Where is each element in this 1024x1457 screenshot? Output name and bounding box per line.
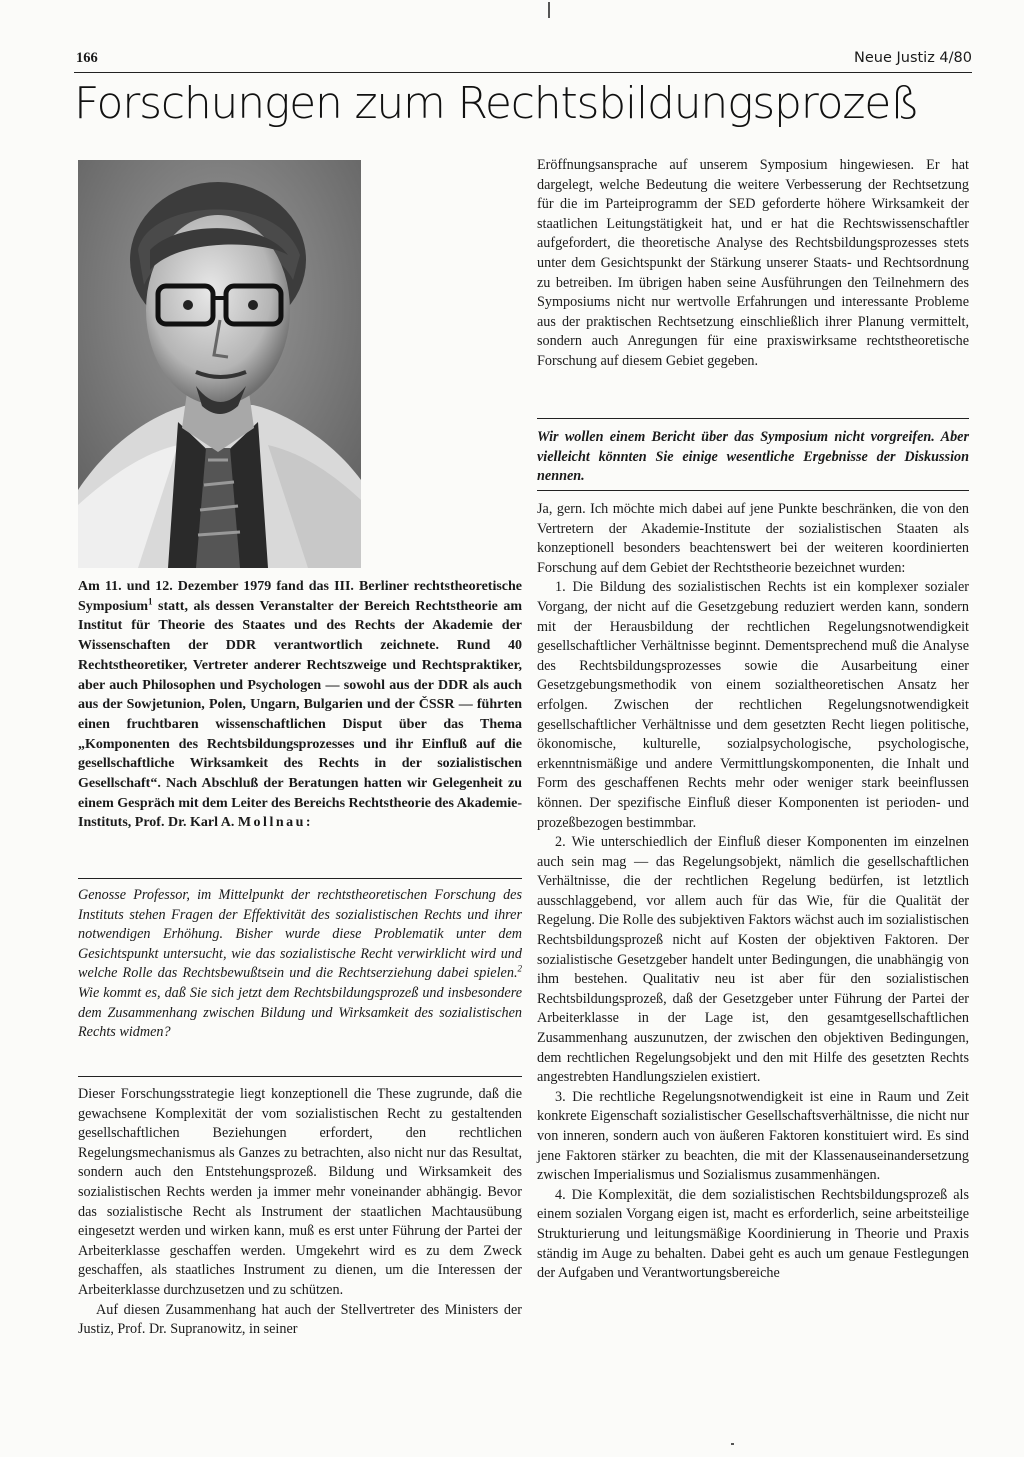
intro-paragraph xyxy=(78,577,522,833)
question-2-rule-bottom xyxy=(537,490,969,491)
answer-2-point-4: 4. Die Komplexität, die dem sozialistischen Rechtsbildungsprozeß als einem sozialen Vorgang eigen ist, macht es erforderlich, seine arbeitsteilige Strukturierung und leitungsmäßige Koordinierung in Theorie und Praxis ständig im Auge zu behalten. Dabei geht es auch um genaue Festlegungen der Aufgaben und Verantwortungsbereiche xyxy=(537,1186,969,1282)
scan-mark xyxy=(548,2,550,18)
question-2-text: Wir wollen einem Bericht über das Symposium nicht vorgreifen. Aber vielleicht könnten Sie einige wesentliche Ergebnisse der Diskussion nennen. xyxy=(537,429,969,485)
article-title: Forschungen zum Rechtsbildungsprozeß xyxy=(74,78,919,129)
continuation-paragraph: Eröffnungsansprache auf unserem Symposium hingewiesen. Er hat dargelegt, welche Bedeutung die weitere Verbesserung der Rechtsetzung für die im Parteiprogramm der SED geforderte höhere Wirksamkeit der staatlichen Leitungstätigkeit hat, und er hat die Rechtswissenschaftler aufgefordert, die theoretische Analyse des Rechtsbildungsprozesses stets unter dem Gesichtspunkt der Stärkung unserer Staats- und Rechtsordnung zu betreiben. Im übrigen haben seine Ausführungen den Teilnehmern des Symposiums nicht nur wertvolle Erfahrungen und interessante Probleme aus der praktischen Rechtsetzung einschließlich ihrer Planung vermittelt, sondern auch Anregungen für eine praxiswirksame rechtstheoretische Forschung auf diesem Gebiet gegeben. xyxy=(537,157,969,369)
footnote-ref-1: 1 xyxy=(148,596,153,607)
answer-2-paragraph: Ja, gern. Ich möchte mich dabei auf jene Punkte beschränken, die von den Vertretern der Akademie-Institute der sozialistischen Staaten als konzeptionell besonders beachtenswert bei der weiteren koordinierten Forschung auf dem Gebiet der Rechtstheorie bezeichnet wurden: xyxy=(537,501,969,576)
intro-text-a: Am 11. und 12. Dezember 1979 fand das III. Berliner rechtstheoretische Symposium xyxy=(78,579,522,614)
question-1-text-b: Wie kommt es, daß Sie sich jetzt dem Rechtsbildungsprozeß und insbesondere dem Zusammenhang zwischen Bildung und Wirksamkeit des sozialistischen Rechts widmen? xyxy=(78,984,522,1041)
answer-1-paragraph: Dieser Forschungsstrategie liegt konzeptionell die These zugrunde, daß die gewachsene Komplexität der vom sozialistischen Recht zu gestaltenden gesellschaftlichen Beziehungen erfordert, den rechtlichen Regelungsmechanismus als Ganzes zu betrachten, also nicht nur das Resultat, sondern auch den Entstehungsprozeß. Bildung und Wirksamkeit des sozialistischen Rechts werden ja immer mehr voneinander abhängig. Bevor das sozialistische Recht als Instrument der staatlichen Machtausübung eingesetzt werden und wirken kann, muß es erst unter Führung der Partei der Arbeiterklasse geschaffen werden. Umgekehrt wird es zu dem Zweck geschaffen, als staatliches Instrument zu dienen, um die Interessen der Arbeiterklasse durchzusetzen und zu schützen. xyxy=(78,1086,522,1298)
header-rule xyxy=(74,72,972,73)
question-1 xyxy=(78,886,522,1043)
answer-2-point-1: 1. Die Bildung des sozialistischen Rechts ist ein komplexer sozialer Vorgang, der nicht auf die Gesetzgebung reduziert werden kann, sondern mit der Herausbildung der rechtlichen Regelungsnotwendigkeit gesellschaftlicher Verhältnisse beginnt. Dementsprechend muß die Analyse des Rechtsbildungsprozesses sowie die Ausarbeitung einer Gesetzgebungsmethodik von einem sozialtheoretischen Ansatz her erfolgen. Zwischen der rechtlichen Regelungsnotwendigkeit gesellschaftlicher Verhältnisse und dem gesetzten Recht liegen politische, ökonomische, kulturelle, sozialpsychologische, psychologische, erkenntnismäßige und andere Vermittlungskomponenten, die Inhalt und Form des geschaffenen Rechts mehr oder weniger stark beeinflussen können. Der spezifische Einfluß dieser Komponenten ist perioden- und prozeßbezogen bestimmbar. xyxy=(537,579,969,831)
question-rule-bottom xyxy=(78,1076,522,1077)
footnote-ref-2: 2 xyxy=(517,963,522,974)
page-number: 166 xyxy=(76,50,98,66)
interviewee-name: Mollnau: xyxy=(237,815,314,831)
question-1-text-a: Genosse Professor, im Mittelpunkt der rechtstheoretischen Forschung des Instituts stehen Fragen der Effektivität des sozialistischen Rechts und ihrer notwendigen Erhöhung. Bisher wurde diese Problematik unter dem Gesichtspunkt untersucht, wie das sozialistische Recht verwirklicht wird und welche Rolle das Rechtsbewußtsein und die Rechtserziehung dabei spielen. xyxy=(78,887,522,982)
answer-2-point-3: 3. Die rechtliche Regelungsnotwendigkeit ist eine in Raum und Zeit konkrete Eigenschaft sozialistischer Gesellschaftsverhältnisse, die nicht nur von inneren, sondern auch von äußeren Faktoren konstituiert wird. Es sind jene Faktoren stärker zu beachten, die mit der Klassenauseinandersetzung zwischen Imperialismus und Sozialismus zusammenhängen. xyxy=(537,1088,969,1184)
portrait-photo xyxy=(78,160,361,568)
right-column-continuation xyxy=(537,156,969,372)
question-2-rule-top xyxy=(537,418,969,419)
scan-speck xyxy=(731,1443,734,1445)
question-2 xyxy=(537,428,969,487)
answer-2-point-2: 2. Wie unterschiedlich der Einfluß dieser Komponenten im einzelnen auch sein mag — das Regelungsobjekt, nämlich die gesellschaftlichen Verhältnisse, die der rechtlichen Regelung bedürfen, ist letztlich ausschlaggebend, vor allem auch für das Wie, für die Qualität der Regelung. Die Rolle des subjektiven Faktors wächst auch im sozialistischen Rechtsbildungsprozeß nicht auf Kosten der objektiven Faktoren. Der sozialistische Gesetzgeber handelt unter Bedingungen, die unabhängig von ihm bestehen. Qualitativ neu ist aber für den sozialistischen Rechtsbildungsprozeß, daß der Gesetzgeber unter Führung der Partei der Arbeiterklasse in der Lage ist, den gesamtgesellschaftlichen Zusammenhang auszunutzen, der zwischen den objektiven Bedingungen, dem rechtlichen Regelungsobjekt und den mit Hilfe des gesetzten Rechts angestrebten Handlungszielen existiert. xyxy=(537,834,969,1086)
answer-1-paragraph: Auf diesen Zusammenhang hat auch der Stellvertreter des Ministers der Justiz, Prof. Dr. Supranowitz, in seiner xyxy=(78,1301,522,1338)
intro-text-b: statt, als dessen Veranstalter der Bereich Rechtstheorie am Institut für Theorie des Staates und des Rechts der Akademie der Wissenschaften der DDR verantwortlich zeichnete. Rund 40 Rechtstheoretiker, Vertreter anderer Rechtszweige und Rechtspraktiker, aber auch Philosophen und Psychologen — sowohl aus der DDR als auch aus der Sowjetunion, Polen, Ungarn, Bulgarien und der ČSSR — führten einen fruchtbaren wissenschaftlichen Disput über das Thema „Komponenten des Rechtsbildungsprozesses und ihr Einfluß auf die gesellschaftliche Wirksamkeit des Rechts in der sozialistischen Gesellschaft“. Nach Abschluß der Beratungen hatten wir Gelegenheit zu einem Gespräch mit dem Leiter des Bereichs Rechtstheorie des Akademie-Instituts, Prof. Dr. Karl A. xyxy=(78,598,522,831)
journal-issue: Neue Justiz 4/80 xyxy=(853,50,972,66)
answer-2 xyxy=(537,500,969,1284)
question-rule-top xyxy=(78,878,522,879)
answer-1 xyxy=(78,1085,522,1340)
